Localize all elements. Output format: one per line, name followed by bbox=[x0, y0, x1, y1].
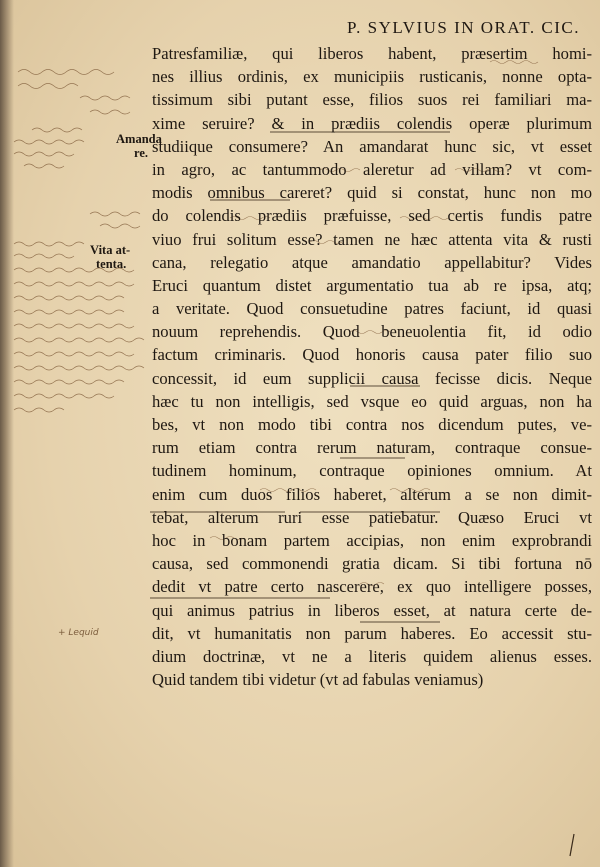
text-line: do colendis prædiis præfuisse, sed certis fundis patre bbox=[152, 206, 592, 226]
side-note-amanda: Amanda bbox=[116, 132, 162, 146]
side-note-vita-attenta-cont: tenta. bbox=[96, 257, 127, 271]
text-line: hoc in bonam partem accipias, non enim exprobrandi bbox=[152, 530, 592, 550]
text-line: cana, relegatio atque amandatio appellabitur? Vides bbox=[152, 252, 592, 272]
text-line: Eruci quantum distet argumentatio tua ab re ipsa, atq; bbox=[152, 275, 592, 295]
text-line: dium doctrinæ, vt ne a literis quidem alienus esses. bbox=[152, 646, 592, 666]
text-line: rum etiam contra rerum naturam, contraque consue- bbox=[152, 438, 592, 458]
text-line: a veritate. Quod consuetudine patres faciunt, id quasi bbox=[152, 299, 592, 319]
text-line: tissimum sibi putant esse, filios suos rei familiari ma- bbox=[152, 90, 592, 110]
text-line: tebat, alterum ruri esse patiebatur. Quæso Eruci vt bbox=[152, 507, 592, 527]
text-line: viuo frui solitum esse? tamen ne hæc attenta vita & rusti bbox=[152, 229, 592, 249]
text-line: Quid tandem tibi videtur (vt ad fabulas veniamus) bbox=[152, 670, 484, 690]
text-line: dit, vt humanitatis non parum haberes. Eo accessit stu- bbox=[152, 623, 592, 643]
text-line: tudinem hominum, contraque opiniones omnium. At bbox=[152, 461, 592, 481]
marginal-annotation: + Lequid bbox=[58, 628, 99, 638]
text-line: nes illius ordinis, ex municipiis rusticanis, nonne opta- bbox=[152, 67, 592, 87]
text-line: dedit vt patre certo nascerere, ex quo intelligere posses, bbox=[152, 577, 592, 597]
text-line: causa, sed commonendi gratia dicam. Si tibi fortuna nō bbox=[152, 554, 592, 574]
text-line: qui animus patrius in liberos esset, at natura certe de- bbox=[152, 600, 592, 620]
main-text-block bbox=[152, 42, 592, 691]
text-line: nouum reprehendis. Quod beneuolentia fit, id odio bbox=[152, 322, 592, 342]
text-line: studiique consumere? An amandarat hunc sic, vt esset bbox=[152, 136, 592, 156]
text-line: concessit, id eum supplicii causa fecisse dicis. Neque bbox=[152, 368, 592, 388]
text-line: in agro, ac tantummodo aleretur ad villam? vt com- bbox=[152, 159, 592, 179]
text-line: modis omnibus careret? quid si constat, hunc non mo bbox=[152, 183, 592, 203]
text-line: hæc tu non intelligis, sed vsque eo quid arguas, non ha bbox=[152, 391, 592, 411]
text-line: enim cum duos filios haberet, alterum a se non dimit- bbox=[152, 484, 592, 504]
running-head bbox=[240, 18, 580, 38]
text-line: Patresfamiliæ, qui liberos habent, præsertim homi- bbox=[152, 44, 592, 63]
text-line: bes, vt non modo tibi contra nos dicendum putes, ve- bbox=[152, 415, 592, 434]
text-line: factum criminaris. Quod honoris causa pater filio suo bbox=[152, 345, 592, 365]
running-head-text: P. SYLVIUS IN ORAT. CIC. bbox=[347, 18, 580, 37]
side-note-amanda-cont: re. bbox=[134, 146, 148, 160]
handwritten-marginalia bbox=[10, 58, 155, 438]
text-line: xime seruire? & in prædiis colendis operæ plurimum bbox=[152, 113, 592, 133]
side-note-vita-attenta: Vita at- bbox=[90, 243, 131, 257]
signature-mark-icon bbox=[562, 832, 582, 858]
